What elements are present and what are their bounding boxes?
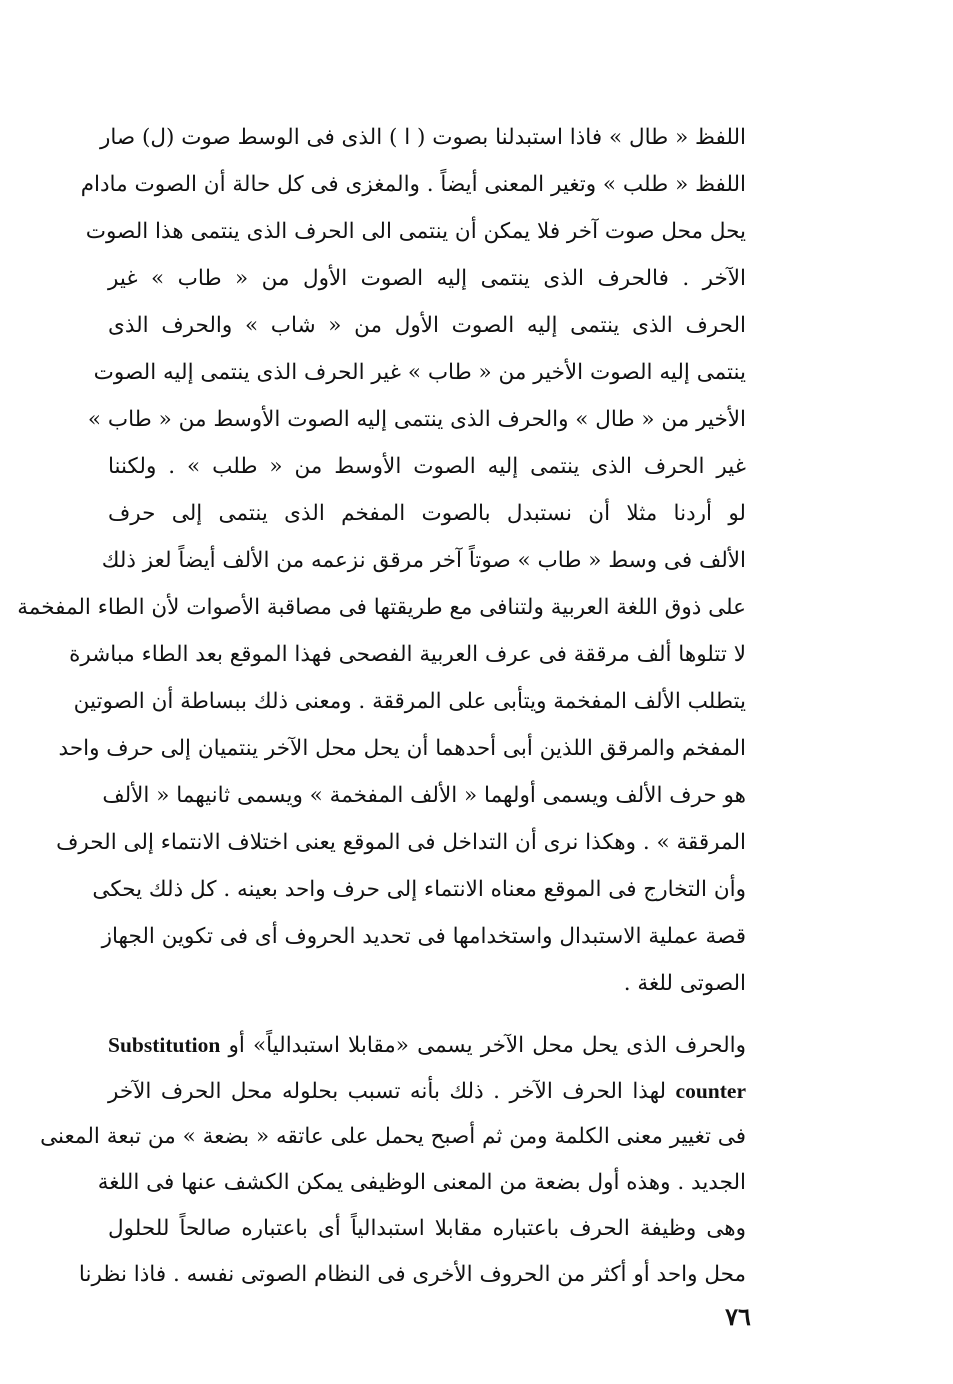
text-line-with-term (108, 1022, 746, 1068)
text-line: الآخر . فالحرف الذى ينتمى إليه الصوت الأول من « طاب » غير (108, 266, 746, 291)
paragraph-substitution-counter (40, 1022, 746, 1298)
paragraph-substitution-examples (17, 114, 746, 1007)
term-substitution: Substitution (108, 1033, 221, 1057)
text-line: الحرف الذى ينتمى إليه الصوت الأول من « شاب » والحرف الذى (108, 313, 746, 338)
text-line: الصوتى للغة . (623, 971, 746, 996)
text-fragment: والحرف الذى يحل محل الآخر يسمى «مقابلا استبدالياً» أو (228, 1033, 746, 1058)
text-fragment: لهذا الحرف الآخر . ذلك بأنه تسبب بحلوله محل الحرف الآخر (108, 1079, 667, 1104)
page-number: ٧٦ (725, 1302, 751, 1331)
text-line: الجديد . وهذه أول بضعة من المعنى الوظيفى يمكن الكشف عنها فى اللغة (97, 1170, 746, 1195)
text-line: وأن التخارج فى الموقع معناه الانتماء إلى حرف واحد بعينه . كل ذلك يحكى (92, 877, 746, 902)
text-line: قصة عملية الاستبدال واستخدامها فى تحديد الحروف أى فى تكوين الجهاز (101, 924, 746, 949)
text-line: لا تتلوها ألف مرققة فى عرف العربية الفصحى فهذا الموقع بعد الطاء مباشرة (69, 642, 746, 667)
text-line: وهى وظيفة الحرف باعتباره مقابلا استبدالياً أى باعتباره صالحاً للحلول (108, 1216, 746, 1241)
text-line: لو أردنا مثلا أن نستبدل بالصوت المفخم الذى ينتمى إلى حرف (108, 501, 746, 526)
text-line: المرققة » . وهكذا نرى أن التداخل فى الموقع يعنى اختلاف الانتماء إلى الحرف (56, 830, 746, 855)
text-line: الأخير من « طال » والحرف الذى ينتمى إليه الصوت الأوسط من « طاب » (87, 407, 746, 432)
text-line: المفخم والمرقق اللذين أبى أحدهما أن يحل محل الآخر ينتميان إلى حرف واحد (58, 736, 746, 761)
text-line: ينتمى إليه الصوت الأخير من « طاب » غير الحرف الذى ينتمى إليه الصوت (93, 360, 746, 385)
text-line-with-term (108, 1068, 746, 1114)
text-line: هو حرف الألف ويسمى أولهما « الألف المفخمة » ويسمى ثانيهما « الألف (102, 783, 746, 808)
text-line: اللفظ « طلب » وتغير المعنى أيضاً . والمغزى فى كل حالة أن الصوت مادام (80, 172, 746, 197)
text-line: محل واحد أو أكثر من الحروف الأخرى فى النظام الصوتى نفسه . فاذا نظرنا (78, 1262, 746, 1287)
text-line: غير الحرف الذى ينتمى إليه الصوت الأوسط من « طلب » . ولكننا (108, 454, 746, 479)
text-line: يحل محل صوت آخر فلا يمكن أن ينتمى الى الحرف الذى ينتمى هذا الصوت (85, 219, 746, 244)
text-line: اللفظ « طال » فاذا استبدلنا بصوت ( ا ) الذى فى الوسط صوت (ل) صار (99, 125, 746, 150)
text-line: الألف فى وسط « طاب » صوتاً آخر مرقق نزعمه من الألف أيضاً لعز ذلك (101, 548, 746, 573)
text-line: على ذوق اللغة العربية ولتنافى مع طريقتها فى مصاقبة الأصوات لأن الطاء المفخمة (17, 595, 746, 620)
text-line: فى تغيير معنى الكلمة ومن ثم أصبح يحمل على عاتقه « بضعة » من تبعة المعنى (40, 1124, 746, 1149)
term-counter: counter (675, 1079, 746, 1103)
text-line: يتطلب الألف المفخمة ويتأبى على المرققة . ومعنى ذلك ببساطة أن الصوتين (73, 689, 746, 714)
